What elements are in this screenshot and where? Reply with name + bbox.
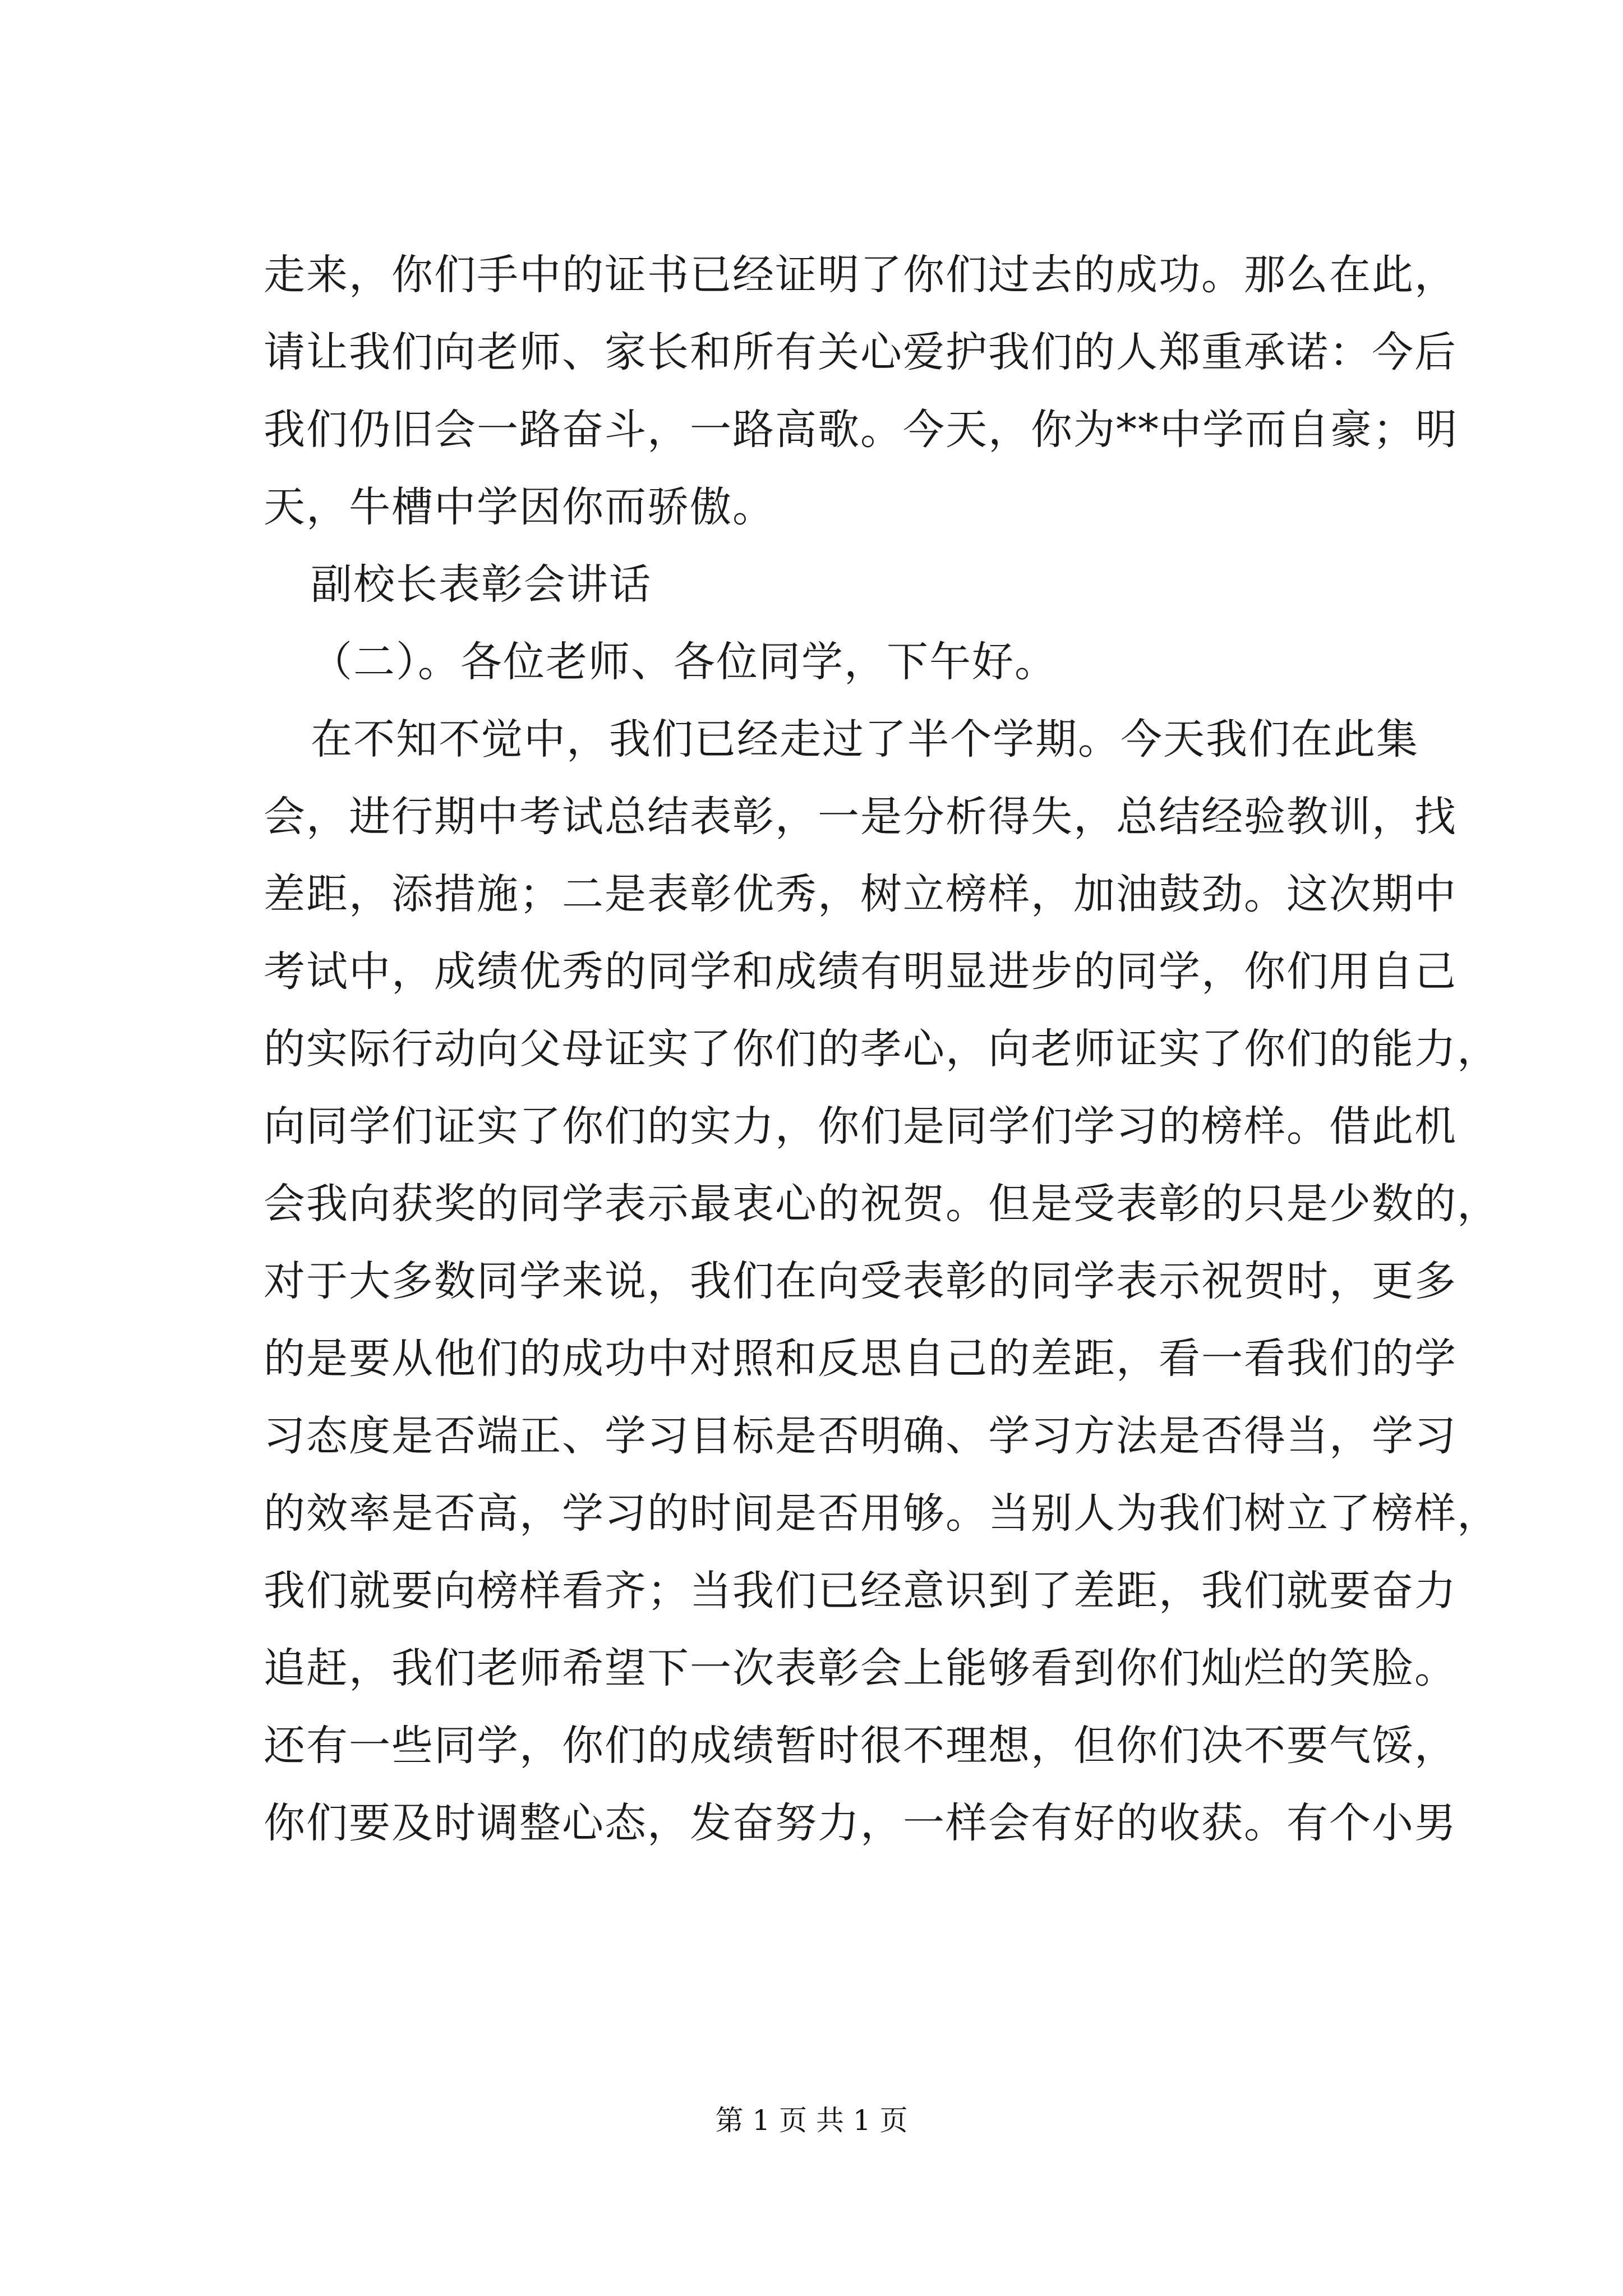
- text-line: 追赶，我们老师希望下一次表彰会上能够看到你们灿烂的笑脸。: [264, 1644, 1457, 1692]
- text-line: 天，牛槽中学因你而骄傲。: [264, 483, 775, 531]
- text-line: 你们要及时调整心态，发奋努力，一样会有好的收获。有个小男: [264, 1799, 1457, 1847]
- section-heading: 副校长表彰会讲话: [311, 560, 652, 609]
- text-line: 我们就要向榜样看齐；当我们已经意识到了差距，我们就要奋力: [264, 1567, 1457, 1615]
- text-line: 在不知不觉中，我们已经走过了半个学期。今天我们在此集: [311, 715, 1419, 763]
- text-line: 会我向获奖的同学表示最衷心的祝贺。但是受表彰的只是少数的，: [264, 1180, 1500, 1228]
- text-line: 请让我们向老师、家长和所有关心爱护我们的人郑重承诺：今后: [264, 328, 1457, 376]
- text-line: 考试中，成绩优秀的同学和成绩有明显进步的同学，你们用自己: [264, 947, 1457, 996]
- text-line: 差距，添措施；二是表彰优秀，树立榜样，加油鼓劲。这次期中: [264, 870, 1457, 918]
- text-line: 会，进行期中考试总结表彰，一是分析得失，总结经验教训，找: [264, 793, 1457, 841]
- page-number: 第 1 页 共 1 页: [715, 2104, 908, 2137]
- text-line: 还有一些同学，你们的成绩暂时很不理想，但你们决不要气馁，: [264, 1722, 1457, 1770]
- text-line: 走来，你们手中的证书已经证明了你们过去的成功。那么在此，: [264, 251, 1457, 299]
- text-line: 向同学们证实了你们的实力，你们是同学们学习的榜样。借此机: [264, 1102, 1457, 1151]
- text-line: 的是要从他们的成功中对照和反思自己的差距，看一看我们的学: [264, 1335, 1457, 1383]
- text-line: 习态度是否端正、学习目标是否明确、学习方法是否得当，学习: [264, 1412, 1457, 1460]
- text-line: （二）。各位老师、各位同学，下午好。: [311, 638, 1057, 686]
- text-line: 的实际行动向父母证实了你们的孝心，向老师证实了你们的能力，: [264, 1025, 1500, 1073]
- text-line: 我们仍旧会一路奋斗，一路高歌。今天，你为**中学而自豪；明: [264, 406, 1458, 454]
- page-footer: [0, 2101, 1623, 2140]
- text-line: 的效率是否高，学习的时间是否用够。当别人为我们树立了榜样，: [264, 1489, 1500, 1538]
- text-line: 对于大多数同学来说，我们在向受表彰的同学表示祝贺时，更多: [264, 1257, 1457, 1305]
